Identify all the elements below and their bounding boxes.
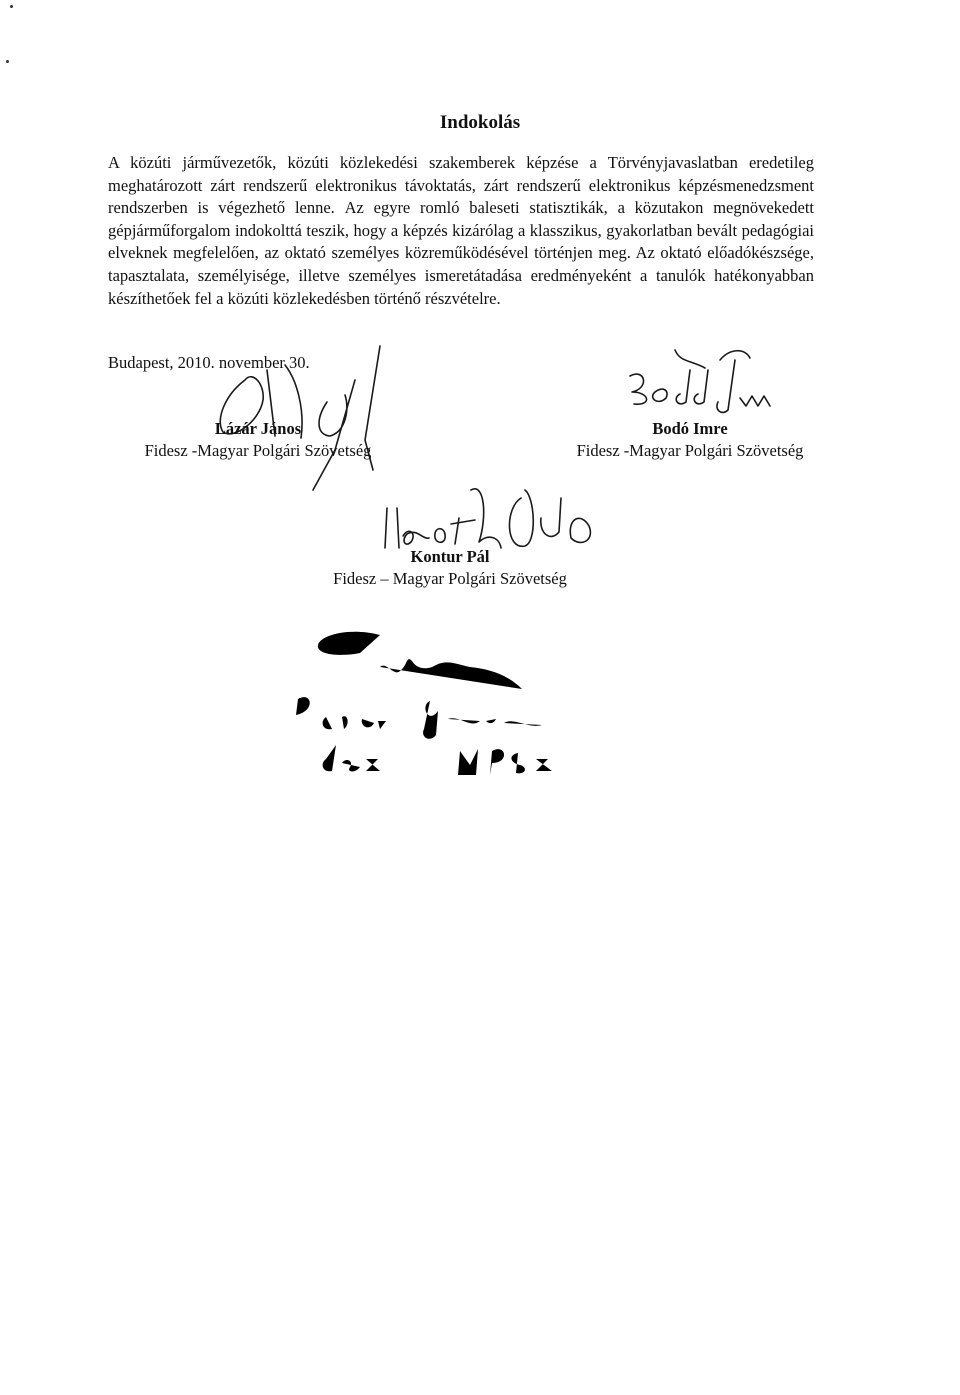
- signer-lazar: [108, 418, 408, 462]
- signer-kontur: [280, 546, 620, 590]
- scan-speck: [6, 60, 9, 63]
- scan-speck: [10, 5, 13, 8]
- place-and-date: Budapest, 2010. november 30.: [108, 353, 310, 372]
- signature-bodo: [610, 340, 790, 430]
- paragraph-1: A közúti járművezetők, közúti közlekedési szakemberek képzése a Törvényjavaslatban eredetileg meghatározott zárt rendszerű elektronikus távoktatás, zárt rendszerű elektronikus képzésmenedzsment rendszerben is végezhető lenne.: [108, 153, 814, 218]
- signature-lazar: [205, 340, 405, 490]
- signer-party: Fidesz -Magyar Polgári Szövetség: [144, 441, 372, 460]
- signer-name: Kontur Pál: [410, 547, 490, 566]
- signature-pichler: [280, 625, 600, 775]
- signer-name: Lázár János: [214, 419, 302, 438]
- signer-party: Fidesz – Magyar Polgári Szövetség: [333, 569, 567, 588]
- justification-text: [108, 152, 814, 310]
- signer-party: Fidesz -Magyar Polgári Szövetség: [576, 441, 804, 460]
- signer-name: Bodó Imre: [652, 419, 728, 438]
- signer-bodo: [540, 418, 840, 462]
- document-title: Indokolás: [439, 112, 521, 133]
- paragraph-2: Az egyre romló baleseti statisztikák, a közutakon megnövekedett gépjárműforgalom indokolttá teszik, hogy a képzés kizárólag a klasszikus, gyakorlatban bevált pedagógiai elveknek megfelelően, az oktató személyes közreműködésével történjen meg. Az oktató előadókészsége, tapasztalata, személyisége, illetve személyes ismeretátadása eredményeként a tanulók hatékonyabban készíthetőek fel a közúti közlekedésben történő részvételre.: [108, 198, 814, 308]
